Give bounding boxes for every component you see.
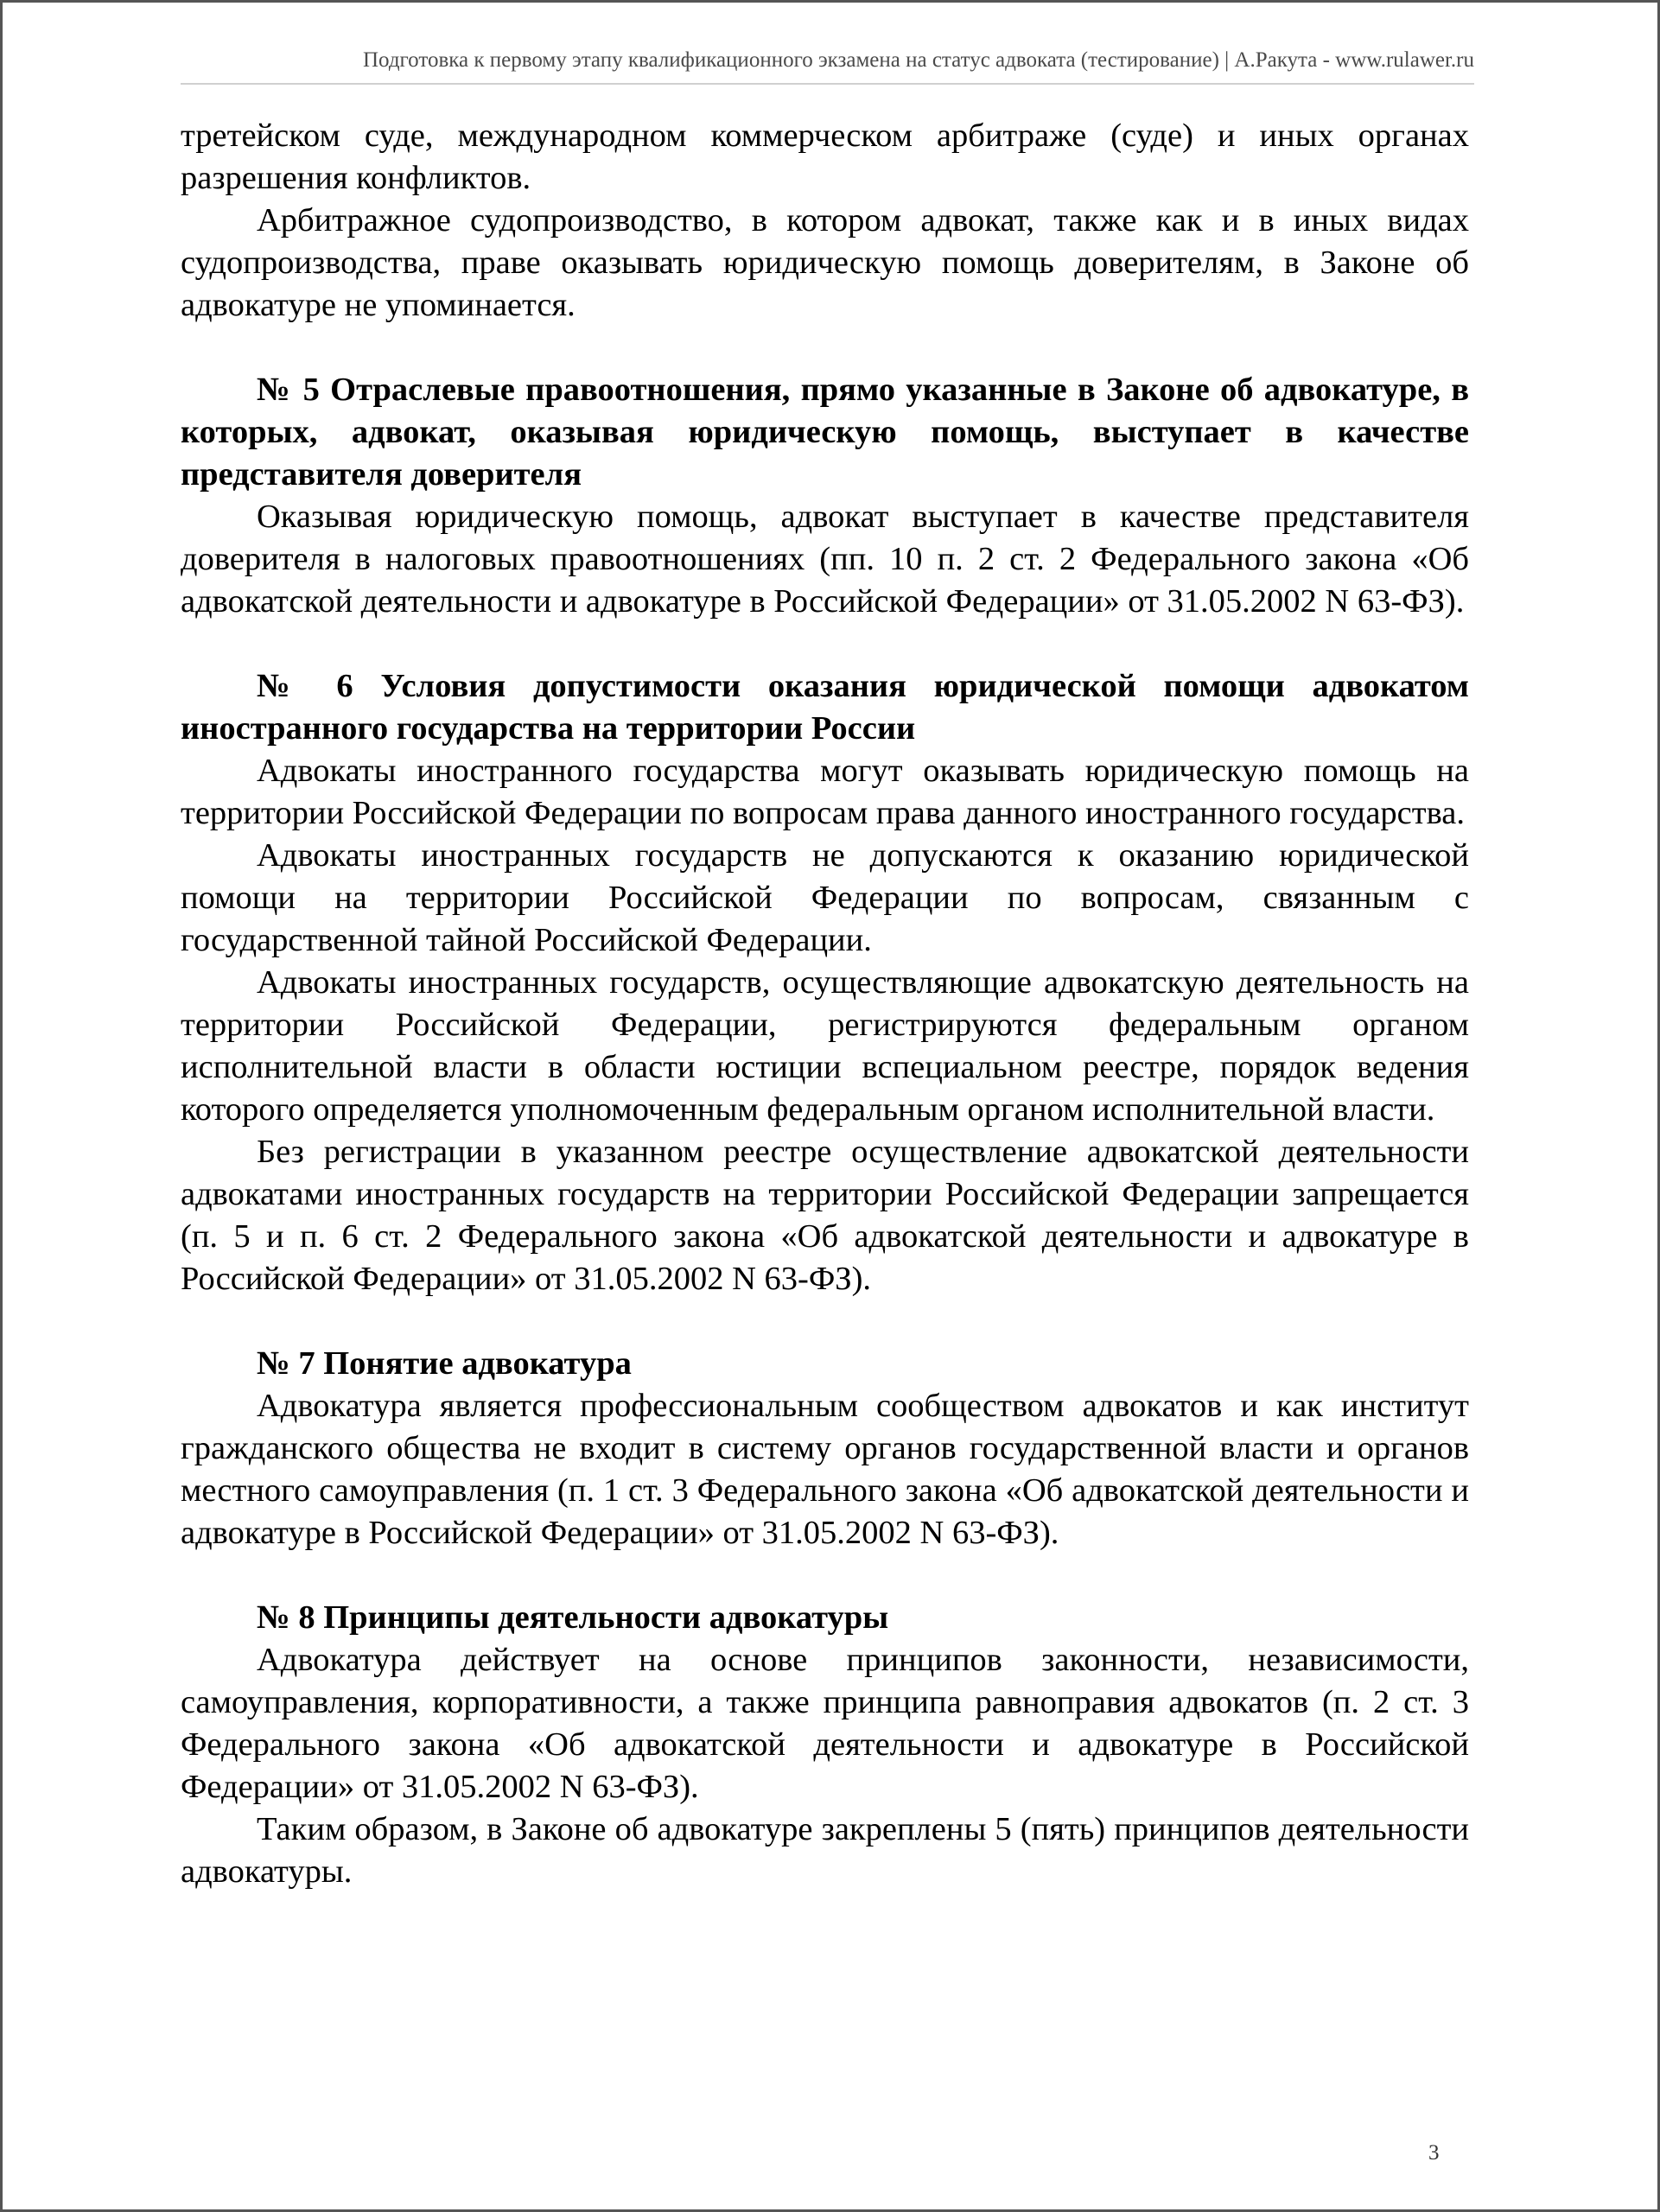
page-body bbox=[181, 115, 1469, 1893]
paragraph-section-8-2: Таким образом, в Законе об адвокатуре закреплены 5 (пять) принципов деятельности адвокатуры. bbox=[181, 1811, 1469, 1890]
paragraph-section-7: Адвокатура является профессиональным сообществом адвокатов и как институт гражданского общества не входит в систему органов государственной власти и органов местного самоуправления (п. 1 ст. 3 Федерального закона «Об адвокатской деятельности и адвокатуре в Российской Федерации» от 31.05.2002 N 63-ФЗ). bbox=[181, 1388, 1469, 1551]
paragraph-section-6-2: Адвокаты иностранных государств не допускаются к оказанию юридической помощи на территории Российской Федерации по вопросам, связанным с государственной тайной Российской Федерации. bbox=[181, 837, 1469, 958]
paragraph-section-6-1: Адвокаты иностранного государства могут оказывать юридическую помощь на территории Российской Федерации по вопросам права данного иностранного государства. bbox=[181, 753, 1469, 831]
section-heading-5: № 5 Отраслевые правоотношения, прямо указанные в Законе об адвокатуре, в которых, адвокат, оказывая юридическую помощь, выступает в качестве представителя доверителя bbox=[181, 372, 1469, 493]
paragraph-continuation: третейском суде, международном коммерческом арбитраже (суде) и иных органах разрешения конфликтов. bbox=[181, 118, 1469, 196]
running-header: Подготовка к первому этапу квалификационного экзамена на статус адвоката (тестирование) | А.Ракута - www.rulawer.ru bbox=[363, 48, 1474, 72]
section-heading-6: № 6 Условия допустимости оказания юридической помощи адвокатом иностранного государства на территории России bbox=[181, 668, 1469, 747]
section-heading-8: № 8 Принципы деятельности адвокатуры bbox=[257, 1599, 889, 1636]
paragraph-section-5: Оказывая юридическую помощь, адвокат выступает в качестве представителя доверителя в налоговых правоотношениях (пп. 10 п. 2 ст. 2 Федерального закона «Об адвокатской деятельности и адвокатуре в Российской Федерации» от 31.05.2002 N 63-ФЗ). bbox=[181, 499, 1469, 620]
paragraph-arbitration: Арбитражное судопроизводство, в котором адвокат, также как и в иных видах судопроизводства, праве оказывать юридическую помощь доверителям, в Законе об адвокатуре не упоминается. bbox=[181, 202, 1469, 323]
paragraph-section-6-4: Без регистрации в указанном реестре осуществление адвокатской деятельности адвокатами иностранных государств на территории Российской Федерации запрещается (п. 5 и п. 6 ст. 2 Федерального закона «Об адвокатской деятельности и адвокатуре в Российской Федерации» от 31.05.2002 N 63-ФЗ). bbox=[181, 1134, 1469, 1297]
header-divider bbox=[181, 83, 1474, 85]
paragraph-section-6-3: Адвокаты иностранных государств, осуществляющие адвокатскую деятельность на территории Российской Федерации, регистрируются федеральным органом исполнительной власти в области юстиции вспециальном реестре, порядок ведения которого определяется уполномоченным федеральным органом исполнительной власти. bbox=[181, 964, 1469, 1128]
page-number: 3 bbox=[1428, 2141, 1440, 2164]
section-heading-7: № 7 Понятие адвокатура bbox=[257, 1345, 632, 1382]
paragraph-section-8-1: Адвокатура действует на основе принципов законности, независимости, самоуправления, корпоративности, а также принципа равноправия адвокатов (п. 2 ст. 3 Федерального закона «Об адвокатской деятельности и адвокатуре в Российской Федерации» от 31.05.2002 N 63-ФЗ). bbox=[181, 1642, 1469, 1805]
